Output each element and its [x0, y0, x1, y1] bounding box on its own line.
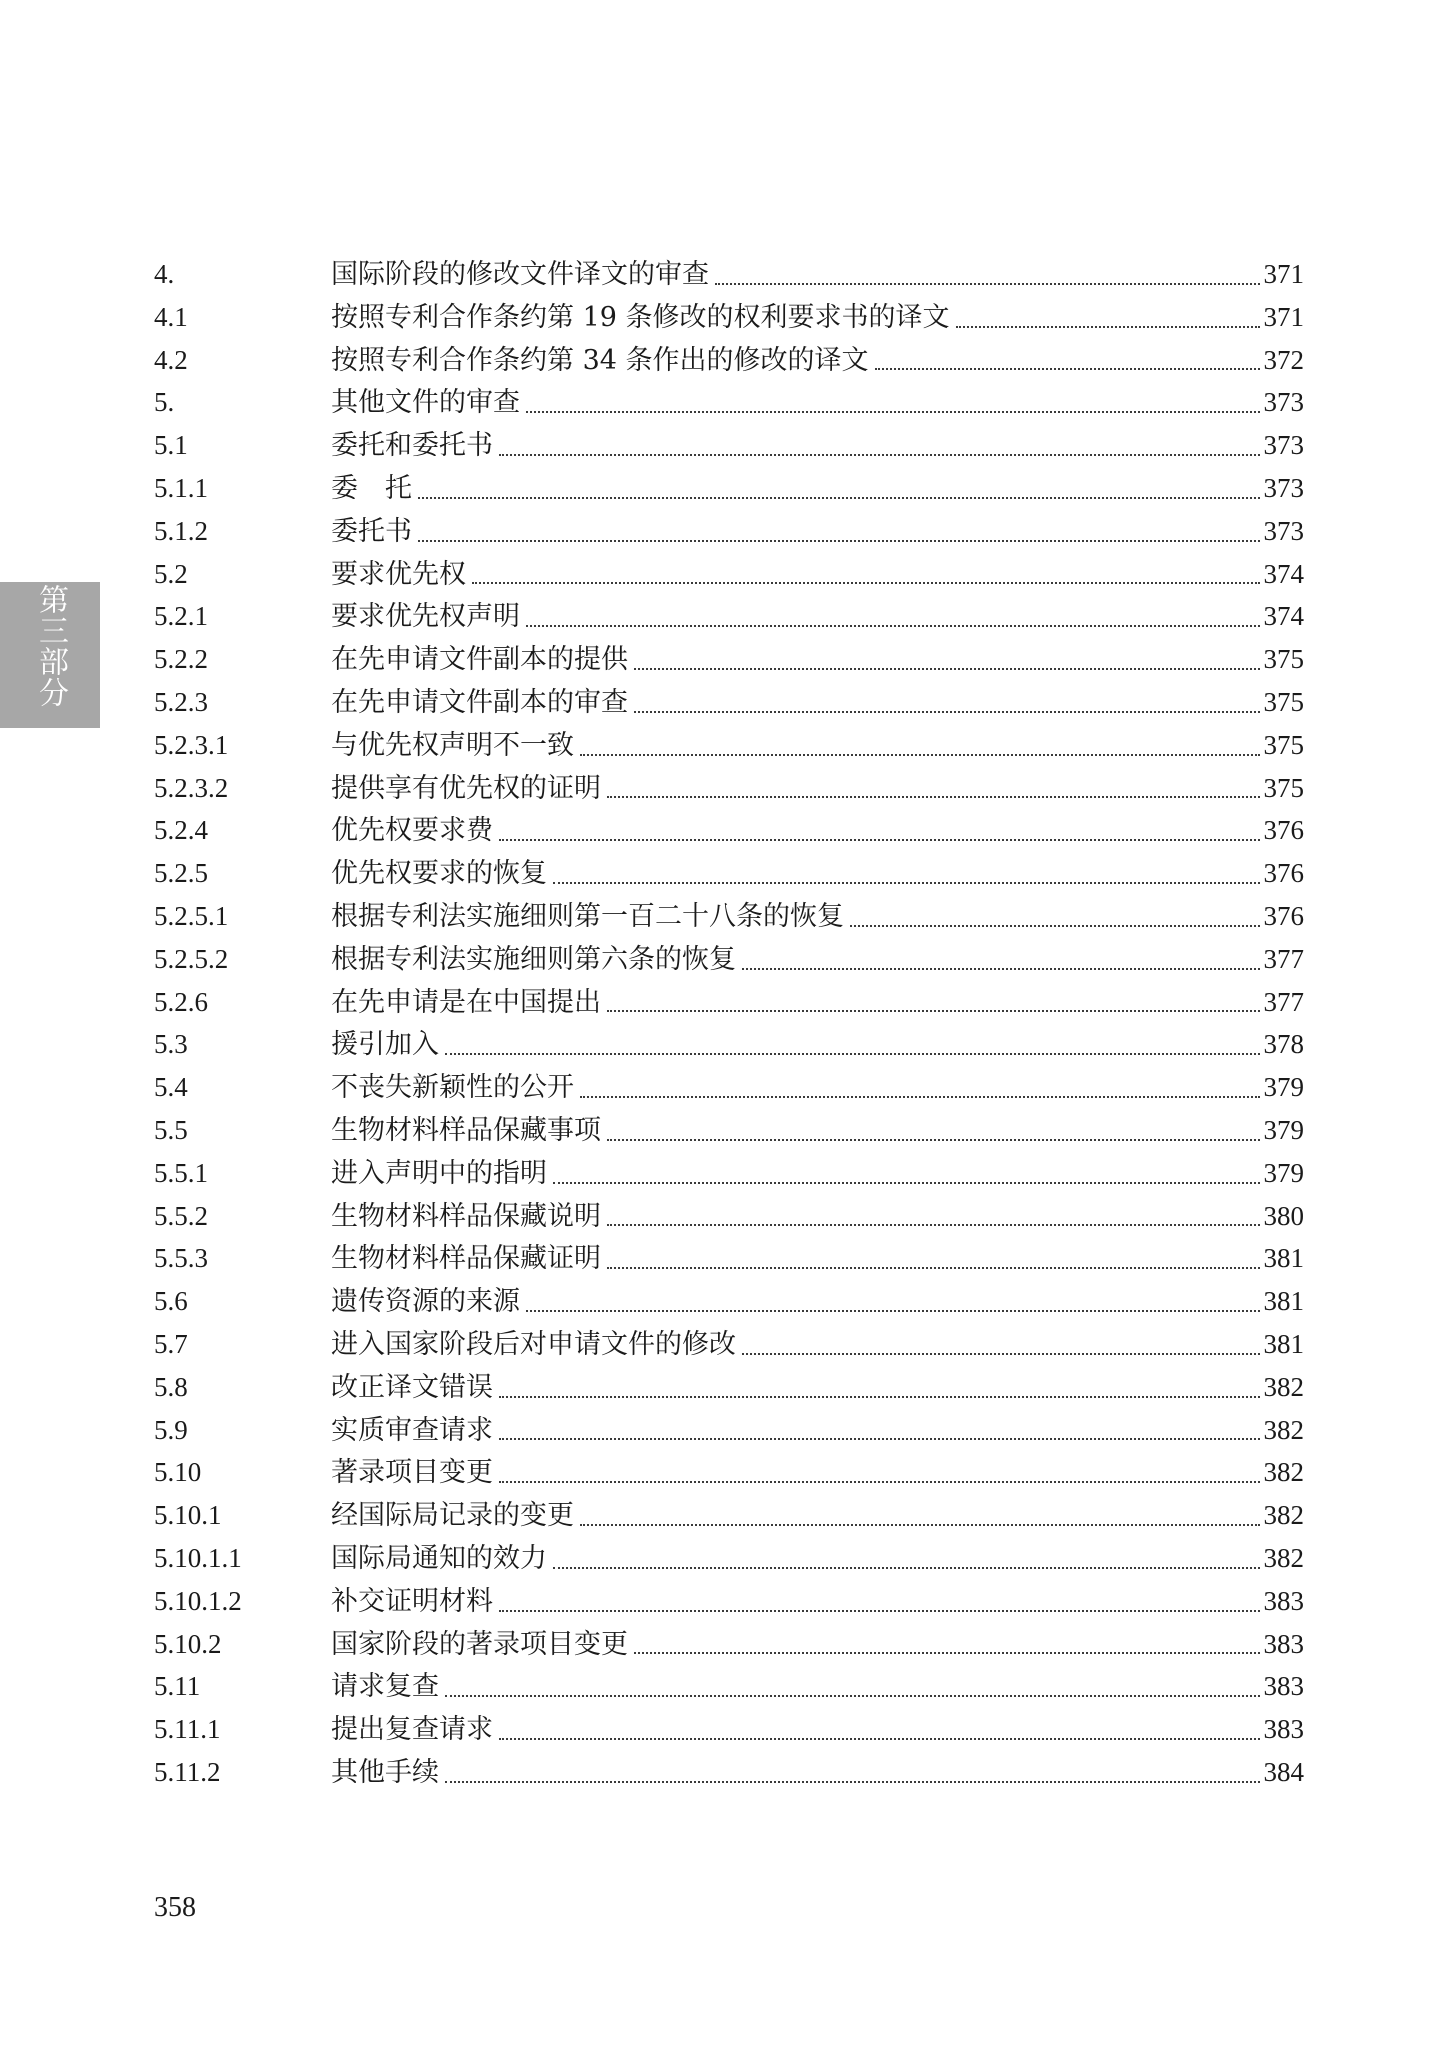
- toc-entry-page: 376: [1263, 858, 1304, 889]
- toc-entry-title: 经国际局记录的变更: [331, 1500, 574, 1532]
- toc-dot-leader: [418, 496, 1260, 499]
- toc-dot-leader: [607, 1138, 1260, 1141]
- toc-entry-page: 383: [1263, 1671, 1304, 1702]
- toc-entry-number: 5.7: [154, 1328, 188, 1359]
- toc-entry-number: 5.2.5: [154, 858, 208, 889]
- toc-entry-title: 生物材料样品保藏事项: [331, 1114, 601, 1146]
- toc-dot-leader: [499, 1737, 1260, 1740]
- toc-dot-leader: [580, 1095, 1260, 1098]
- toc-dot-leader: [742, 1352, 1260, 1355]
- toc-entry-number: 5.10.1.1: [154, 1542, 242, 1573]
- toc-entry-title: 援引加入: [331, 1029, 439, 1061]
- toc-entry: [154, 638, 1304, 681]
- toc-entry: [154, 339, 1304, 382]
- toc-dot-leader: [499, 1437, 1260, 1440]
- toc-entry-title: 根据专利法实施细则第六条的恢复: [331, 943, 736, 975]
- toc-entry: [154, 1152, 1304, 1195]
- toc-dot-leader: [850, 924, 1260, 927]
- toc-entry-number: 4.1: [154, 301, 188, 332]
- toc-entry-number: 5.10.1: [154, 1500, 222, 1531]
- toc-entry-title: 根据专利法实施细则第一百二十八条的恢复: [331, 900, 844, 932]
- toc-entry: [154, 1708, 1304, 1751]
- toc-entry-title: 提出复查请求: [331, 1714, 493, 1746]
- toc-entry-page: 375: [1263, 772, 1304, 803]
- toc-entry-page: 379: [1263, 1157, 1304, 1188]
- toc-entry: [154, 938, 1304, 981]
- toc-entry: [154, 895, 1304, 938]
- toc-entry-page: 379: [1263, 1072, 1304, 1103]
- toc-entry: [154, 724, 1304, 767]
- toc-dot-leader: [634, 667, 1260, 670]
- toc-dot-leader: [742, 967, 1260, 970]
- toc-entry-title: 在先申请文件副本的审查: [331, 686, 628, 718]
- toc-dot-leader: [607, 1223, 1260, 1226]
- toc-dot-leader: [580, 1523, 1260, 1526]
- toc-entry-title: 国际阶段的修改文件译文的审查: [331, 259, 709, 290]
- toc-entry-number: 5.2.4: [154, 815, 208, 846]
- toc-entry-number: 5.8: [154, 1371, 188, 1402]
- toc-entry-title: 进入声明中的指明: [331, 1157, 547, 1189]
- toc-entry: [154, 553, 1304, 596]
- toc-entry-page: 382: [1263, 1457, 1304, 1488]
- toc-entry-title: 要求优先权: [331, 558, 466, 590]
- toc-entry-page: 374: [1263, 558, 1304, 589]
- toc-dot-leader: [526, 624, 1260, 627]
- toc-entry-number: 5.11: [154, 1671, 201, 1702]
- toc-entry-page: 372: [1263, 344, 1304, 375]
- toc-entry-page: 381: [1263, 1328, 1304, 1359]
- table-of-contents: [154, 253, 1304, 1794]
- toc-entry-page: 375: [1263, 644, 1304, 675]
- toc-entry-page: 378: [1263, 1029, 1304, 1060]
- toc-entry-number: 5.2.2: [154, 644, 208, 675]
- toc-entry: [154, 467, 1304, 510]
- toc-entry-title: 提供享有优先权的证明: [331, 772, 601, 804]
- toc-dot-leader: [553, 881, 1260, 884]
- toc-entry-page: 375: [1263, 729, 1304, 760]
- toc-entry: [154, 1623, 1304, 1666]
- toc-entry: [154, 681, 1304, 724]
- page-number: 358: [154, 1892, 196, 1923]
- toc-entry-page: 383: [1263, 1628, 1304, 1659]
- toc-entry-title: 在先申请是在中国提出: [331, 986, 601, 1018]
- toc-entry-title: 国际局通知的效力: [331, 1542, 547, 1574]
- toc-entry: [154, 1023, 1304, 1066]
- toc-entry-page: 380: [1263, 1200, 1304, 1231]
- toc-dot-leader: [607, 795, 1260, 798]
- toc-entry-number: 5.2.5.2: [154, 943, 229, 974]
- toc-entry-title: 委托书: [331, 515, 412, 547]
- toc-entry-number: 5.11.2: [154, 1756, 221, 1787]
- toc-entry-title: 要求优先权声明: [331, 601, 520, 633]
- toc-entry-title: 生物材料样品保藏证明: [331, 1243, 601, 1275]
- toc-entry-title: 优先权要求的恢复: [331, 858, 547, 890]
- toc-dot-leader: [499, 453, 1260, 456]
- toc-entry-title: 其他文件的审查: [331, 387, 520, 419]
- toc-dot-leader: [875, 367, 1260, 370]
- toc-entry-page: 373: [1263, 515, 1304, 546]
- toc-entry-title: 在先申请文件副本的提供: [331, 644, 628, 676]
- toc-entry: [154, 1537, 1304, 1580]
- toc-dot-leader: [499, 1395, 1260, 1398]
- toc-entry-page: 384: [1263, 1756, 1304, 1787]
- toc-entry-number: 5.2: [154, 558, 188, 589]
- toc-entry: [154, 1751, 1304, 1794]
- toc-entry-page: 382: [1263, 1542, 1304, 1573]
- toc-entry-title: 遗传资源的来源: [331, 1286, 520, 1318]
- toc-entry-title: 其他手续: [331, 1756, 439, 1788]
- toc-entry-page: 371: [1263, 301, 1304, 332]
- toc-entry-title: 请求复查: [331, 1671, 439, 1703]
- toc-entry-number: 5.3: [154, 1029, 188, 1060]
- toc-entry: [154, 296, 1304, 339]
- toc-dot-leader: [445, 1694, 1260, 1697]
- toc-dot-leader: [526, 1309, 1260, 1312]
- toc-entry-title: 按照专利合作条约第 34 条作出的修改的译文: [331, 344, 869, 376]
- toc-entry: [154, 1580, 1304, 1623]
- toc-entry-number: 5.10: [154, 1457, 202, 1488]
- toc-dot-leader: [553, 1566, 1260, 1569]
- toc-entry: [154, 1237, 1304, 1280]
- toc-entry: [154, 1280, 1304, 1323]
- toc-entry-number: 5.2.5.1: [154, 900, 229, 931]
- toc-entry-title: 生物材料样品保藏说明: [331, 1200, 601, 1232]
- toc-dot-leader: [526, 410, 1260, 413]
- toc-entry-number: 5.1.2: [154, 515, 208, 546]
- toc-entry: [154, 510, 1304, 553]
- toc-entry-number: 5.5.3: [154, 1243, 208, 1274]
- toc-entry-page: 376: [1263, 815, 1304, 846]
- toc-entry-title: 著录项目变更: [331, 1457, 493, 1489]
- toc-entry: [154, 1665, 1304, 1708]
- toc-dot-leader: [634, 710, 1260, 713]
- toc-dot-leader: [553, 1181, 1260, 1184]
- toc-entry-page: 379: [1263, 1114, 1304, 1145]
- toc-dot-leader: [634, 1651, 1260, 1654]
- toc-entry: [154, 1451, 1304, 1494]
- toc-dot-leader: [715, 282, 1260, 285]
- toc-entry-title: 委 托: [331, 472, 412, 504]
- toc-dot-leader: [956, 325, 1260, 328]
- toc-entry: [154, 1066, 1304, 1109]
- toc-dot-leader: [445, 1052, 1260, 1055]
- toc-entry-number: 4.: [154, 259, 175, 289]
- toc-entry-number: 5.10.2: [154, 1628, 222, 1659]
- toc-dot-leader: [607, 1009, 1260, 1012]
- toc-entry-page: 371: [1263, 259, 1304, 289]
- toc-entry: [154, 381, 1304, 424]
- toc-entry: [154, 809, 1304, 852]
- toc-entry: [154, 1323, 1304, 1366]
- toc-entry-title: 改正译文错误: [331, 1371, 493, 1403]
- toc-entry-number: 5.2.3: [154, 686, 208, 717]
- toc-dot-leader: [607, 1266, 1260, 1269]
- toc-entry-number: 5.5.1: [154, 1157, 208, 1188]
- toc-dot-leader: [418, 539, 1260, 542]
- toc-entry: [154, 595, 1304, 638]
- section-side-tab: [0, 582, 100, 728]
- toc-entry-number: 5.10.1.2: [154, 1585, 242, 1616]
- toc-entry-page: 383: [1263, 1585, 1304, 1616]
- toc-entry-number: 5.: [154, 387, 175, 418]
- toc-entry-page: 374: [1263, 601, 1304, 632]
- section-side-tab-label: 第三部分: [33, 584, 68, 708]
- toc-entry-number: 5.4: [154, 1072, 188, 1103]
- toc-entry-title: 按照专利合作条约第 19 条修改的权利要求书的译文: [331, 301, 950, 333]
- toc-entry-number: 5.2.6: [154, 986, 208, 1017]
- toc-entry-number: 5.6: [154, 1286, 188, 1317]
- toc-entry-page: 373: [1263, 472, 1304, 503]
- toc-entry-page: 375: [1263, 686, 1304, 717]
- toc-entry-page: 382: [1263, 1414, 1304, 1445]
- toc-dot-leader: [445, 1780, 1260, 1783]
- toc-entry: [154, 1366, 1304, 1409]
- toc-dot-leader: [499, 838, 1260, 841]
- toc-entry: [154, 253, 1304, 296]
- toc-entry-page: 382: [1263, 1500, 1304, 1531]
- toc-entry-number: 5.2.3.2: [154, 772, 229, 803]
- toc-entry: [154, 1195, 1304, 1238]
- toc-dot-leader: [499, 1609, 1260, 1612]
- toc-entry-title: 不丧失新颖性的公开: [331, 1072, 574, 1104]
- toc-entry-page: 373: [1263, 387, 1304, 418]
- toc-entry-number: 5.2.3.1: [154, 729, 229, 760]
- toc-entry-title: 补交证明材料: [331, 1585, 493, 1617]
- toc-entry-page: 377: [1263, 986, 1304, 1017]
- toc-entry-number: 5.9: [154, 1414, 188, 1445]
- toc-dot-leader: [472, 581, 1260, 584]
- toc-entry-number: 5.5.2: [154, 1200, 208, 1231]
- toc-entry-number: 5.1: [154, 430, 188, 461]
- toc-entry-title: 优先权要求费: [331, 815, 493, 847]
- toc-entry-number: 5.5: [154, 1114, 188, 1145]
- toc-entry-number: 5.2.1: [154, 601, 208, 632]
- toc-entry: [154, 767, 1304, 810]
- toc-dot-leader: [580, 753, 1260, 756]
- toc-entry: [154, 981, 1304, 1024]
- toc-entry: [154, 424, 1304, 467]
- toc-entry-title: 国家阶段的著录项目变更: [331, 1628, 628, 1660]
- toc-entry-title: 与优先权声明不一致: [331, 729, 574, 761]
- toc-entry: [154, 1109, 1304, 1152]
- toc-entry-number: 5.1.1: [154, 472, 208, 503]
- toc-entry-title: 委托和委托书: [331, 430, 493, 462]
- toc-entry-page: 377: [1263, 943, 1304, 974]
- toc-entry: [154, 1409, 1304, 1452]
- toc-entry-page: 373: [1263, 430, 1304, 461]
- toc-entry-title: 实质审查请求: [331, 1414, 493, 1446]
- toc-entry: [154, 1494, 1304, 1537]
- toc-entry-page: 381: [1263, 1243, 1304, 1274]
- toc-entry-page: 382: [1263, 1371, 1304, 1402]
- toc-entry-number: 5.11.1: [154, 1714, 221, 1745]
- toc-entry: [154, 852, 1304, 895]
- toc-entry-number: 4.2: [154, 344, 188, 375]
- toc-entry-title: 进入国家阶段后对申请文件的修改: [331, 1328, 736, 1360]
- toc-dot-leader: [499, 1480, 1260, 1483]
- toc-entry-page: 383: [1263, 1714, 1304, 1745]
- toc-entry-page: 381: [1263, 1286, 1304, 1317]
- toc-entry-page: 376: [1263, 900, 1304, 931]
